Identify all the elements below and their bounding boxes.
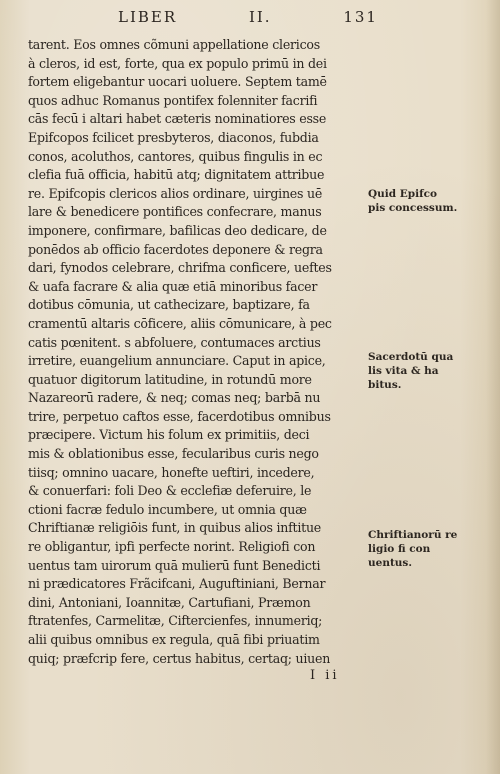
running-header <box>118 8 378 26</box>
text-line: dotibus cōmunia, ut cathecizare, baptizare, fa <box>28 297 310 313</box>
text-line: Epifcopos fcilicet presbyteros, diaconos, fubdia <box>28 129 319 145</box>
margin-note-line: Chriftianorū re <box>368 529 458 541</box>
text-line: ponēdos ab officio facerdotes deponere & regra <box>28 241 323 257</box>
text-line: fortem eligebantur uocari uoluere. Septem tamē <box>28 74 327 90</box>
margin-note-priests-life <box>368 350 478 392</box>
text-line: cās fecū i altari habet cæteris nominatiores esse <box>28 111 327 127</box>
text-line: & uafa facrare & alia quæ etiā minoribus facer <box>28 278 318 294</box>
page-edge-shadow <box>486 0 500 774</box>
text-line: mis & oblationibus esse, fecularibus curis nego <box>28 446 319 462</box>
margin-note-line: Quid Epifco <box>368 188 438 200</box>
text-line: ctioni facræ fedulo incumbere, ut omnia quæ <box>28 501 307 517</box>
text-line: dini, Antoniani, Ioannitæ, Cartufiani, Præmon <box>28 594 311 610</box>
text-line: tiisq; omnino uacare, honefte ueftiri, incedere, <box>28 464 315 480</box>
margin-note-line: pis concessum. <box>368 202 458 214</box>
text-line: trire, perpetuo caftos esse, facerdotibus omnibus <box>28 408 331 424</box>
text-line: quos adhuc Romanus pontifex folenniter facrifi <box>28 92 318 108</box>
text-line: re. Epifcopis clericos alios ordinare, uirgines uē <box>28 185 323 201</box>
main-text-block <box>28 36 373 668</box>
text-line: imponere, confirmare, bafilicas deo dedicare, de <box>28 222 327 238</box>
text-line: lare & benedicere pontifices confecrare, manus <box>28 204 322 220</box>
text-line: Chriftianæ religiōis funt, in quibus alios inftitue <box>28 520 322 536</box>
text-line: alii quibus omnibus ex regula, quā fibi priuatim <box>28 632 320 647</box>
text-line: catis pœnitent. s abfoluere, contumaces arctius <box>28 334 321 350</box>
text-line: præcipere. Victum his folum ex primitiis, deci <box>28 427 310 443</box>
text-line: clefia fuā officia, habitū atq; dignitatem attribue <box>28 167 325 183</box>
margin-note-line: uentus. <box>368 557 412 569</box>
text-line: quiq; præfcrip fere, certus habitus, certaq; uiuen <box>28 650 331 666</box>
text-line: conos, acoluthos, cantores, quibus fingulis in ec <box>28 148 323 164</box>
page-number: 131 <box>343 8 378 26</box>
text-line: tarent. Eos omnes cõmuni appellatione clericos <box>28 37 320 52</box>
margin-note-line: bitus. <box>368 379 402 391</box>
text-line: Nazareorū radere, & neq; comas neq; barbā nu <box>28 390 321 406</box>
margin-note-line: lis vita & ha <box>368 365 439 377</box>
printer-signature-mark: I ii <box>310 668 340 683</box>
header-book-number: II. <box>248 8 272 26</box>
margin-note-bishops <box>368 187 478 215</box>
text-line: quatuor digitorum latitudine, in rotundū more <box>28 371 312 387</box>
margin-note-line: Sacerdotū qua <box>368 351 454 363</box>
text-line: cramentū altaris cōficere, aliis cōmunicare, à pec <box>28 315 332 331</box>
text-line: dari, fynodos celebrare, chrifma conficere, ueftes <box>28 260 332 276</box>
text-line: irretire, euangelium annunciare. Caput in apice, <box>28 353 326 369</box>
text-line: uentus tam uirorum quā mulierū funt Benedicti <box>28 557 321 573</box>
text-line: & conuerfari: foli Deo & ecclefiæ deferuire, le <box>28 483 312 499</box>
margin-note-christian-religion <box>368 528 478 570</box>
header-book-title: LIBER <box>118 8 178 26</box>
text-line: ftratenfes, Carmelitæ, Ciftercienfes, innumeriq; <box>28 613 323 629</box>
margin-note-line: ligio fi con <box>368 543 431 555</box>
text-line: ni prædicatores Frãcifcani, Auguftiniani, Bernar <box>28 576 326 592</box>
text-line: re obligantur, ipfi perfecte norint. Religiofi con <box>28 539 316 555</box>
text-line: à cleros, id est, forte, qua ex populo primū in dei <box>28 55 327 71</box>
